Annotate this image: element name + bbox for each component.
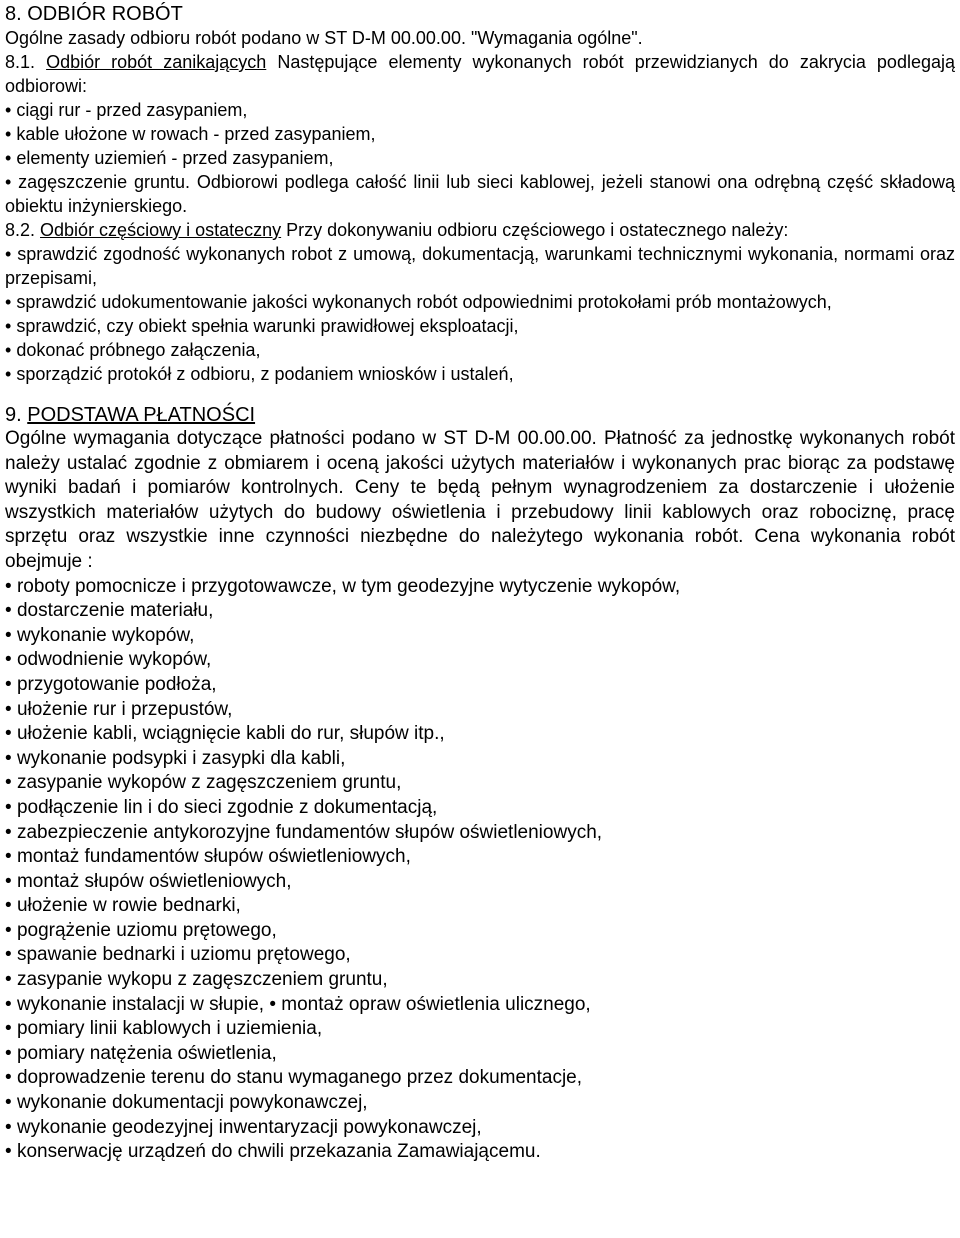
subsection-8-1-title: Odbiór robót zanikających <box>46 52 267 72</box>
list-item: • ciągi rur - przed zasypaniem, <box>5 98 955 122</box>
subsection-8-1-number: 8.1. <box>5 52 47 72</box>
list-item: • montaż słupów oświetleniowych, <box>5 870 955 895</box>
section-8-title: ODBIÓR ROBÓT <box>27 3 183 25</box>
list-item: • pomiary natężenia oświetlenia, <box>5 1042 955 1067</box>
list-item: • pogrążenie uziomu prętowego, <box>5 919 955 944</box>
section-9-number: 9. <box>5 404 28 426</box>
list-item: • spawanie bednarki i uziomu prętowego, <box>5 943 955 968</box>
section-8 <box>5 2 955 386</box>
subsection-8-2-title: Odbiór częściowy i ostateczny <box>40 220 282 240</box>
subsection-8-1-text: Następujące elementy wykonanych robót przewidzianych do zakrycia podlegają odbiorowi: <box>5 52 955 96</box>
list-item: • zabezpieczenie antykorozyjne fundamentów słupów oświetleniowych, <box>5 821 955 846</box>
list-item: • wykonanie instalacji w słupie, • montaż opraw oświetlenia ulicznego, <box>5 993 955 1018</box>
list-item: • ułożenie w rowie bednarki, <box>5 894 955 919</box>
section-9-list <box>5 575 955 1165</box>
subsection-8-1-list <box>5 98 955 218</box>
list-item: • wykonanie podsypki i zasypki dla kabli, <box>5 747 955 772</box>
section-9-title: PODSTAWA PŁATNOŚCI <box>27 404 256 426</box>
list-item: • przygotowanie podłoża, <box>5 673 955 698</box>
list-item: • sprawdzić, czy obiekt spełnia warunki prawidłowej eksploatacji, <box>5 314 955 338</box>
list-item: • ułożenie rur i przepustów, <box>5 698 955 723</box>
list-item: • wykonanie dokumentacji powykonawczej, <box>5 1091 955 1116</box>
list-item: • sporządzić protokół z odbioru, z podaniem wniosków i ustaleń, <box>5 362 955 386</box>
list-item-text: zagęszczenie gruntu. <box>18 172 191 192</box>
section-8-number: 8. <box>5 3 28 25</box>
section-8-heading <box>5 2 955 26</box>
list-item: • elementy uziemień - przed zasypaniem, <box>5 146 955 170</box>
section-9-heading <box>5 403 955 427</box>
list-item: • ułożenie kabli, wciągnięcie kabli do rur, słupów itp., <box>5 722 955 747</box>
list-item <box>5 170 955 218</box>
subsection-8-2-number: 8.2. <box>5 220 41 240</box>
list-item: • zasypanie wykopów z zagęszczeniem gruntu, <box>5 771 955 796</box>
list-item: • roboty pomocnicze i przygotowawcze, w tym geodezyjne wytyczenie wykopów, <box>5 575 955 600</box>
list-item: • doprowadzenie terenu do stanu wymaganego przez dokumentacje, <box>5 1066 955 1091</box>
list-item: • sprawdzić udokumentowanie jakości wykonanych robót odpowiednimi protokołami prób montażowych, <box>5 290 955 314</box>
list-item: • odwodnienie wykopów, <box>5 648 955 673</box>
section-9 <box>5 403 955 1165</box>
section-9-paragraph: Ogólne wymagania dotyczące płatności podano w ST D-M 00.00.00. Płatność za jednostkę wykonanych robót należy ustalać zgodnie z obmiarem i oceną jakości użytych materiałów i wykonanych prac biorąc za podstawę wyniki badań i pomiarów kontrolnych. Ceny te będą pełnym wynagrodzeniem za dostarczenie i ułożenie wszystkich materiałów użytych do budowy oświetlenia i przebudowy linii kablowych oraz robociznę, pracę sprzętu oraz wszystkie inne czynności niezbędne do należytego wykonania robót. Cena wykonania robót obejmuje : <box>5 428 955 572</box>
list-item: • pomiary linii kablowych i uziemienia, <box>5 1017 955 1042</box>
section-spacer <box>5 386 955 403</box>
list-item: • montaż fundamentów słupów oświetleniowych, <box>5 845 955 870</box>
list-item: • podłączenie lin i do sieci zgodnie z dokumentacją, <box>5 796 955 821</box>
list-item: • wykonanie wykopów, <box>5 624 955 649</box>
list-item: • dokonać próbnego załączenia, <box>5 338 955 362</box>
subsection-8-1-after-text: Odbiorowi podlega całość linii lub sieci kablowej, jeżeli stanowi ona odrębną część składową obiektu inżynierskiego. <box>5 172 955 216</box>
list-item: • zasypanie wykopu z zagęszczeniem gruntu, <box>5 968 955 993</box>
list-item: • sprawdzić zgodność wykonanych robot z umową, dokumentacją, warunkami technicznymi wykonania, normami oraz przepisami, <box>5 242 955 290</box>
list-item: • konserwację urządzeń do chwili przekazania Zamawiającemu. <box>5 1140 955 1165</box>
list-item: • dostarczenie materiału, <box>5 599 955 624</box>
list-item: • kable ułożone w rowach - przed zasypaniem, <box>5 122 955 146</box>
section-8-intro: Ogólne zasady odbioru robót podano w ST D-M 00.00.00. "Wymagania ogólne". <box>5 28 643 48</box>
subsection-8-1 <box>5 50 955 98</box>
subsection-8-2-list <box>5 242 955 386</box>
subsection-8-2-text: Przy dokonywaniu odbioru częściowego i ostatecznego należy: <box>281 220 789 240</box>
list-item: • wykonanie geodezyjnej inwentaryzacji powykonawczej, <box>5 1116 955 1141</box>
subsection-8-2 <box>5 218 955 242</box>
